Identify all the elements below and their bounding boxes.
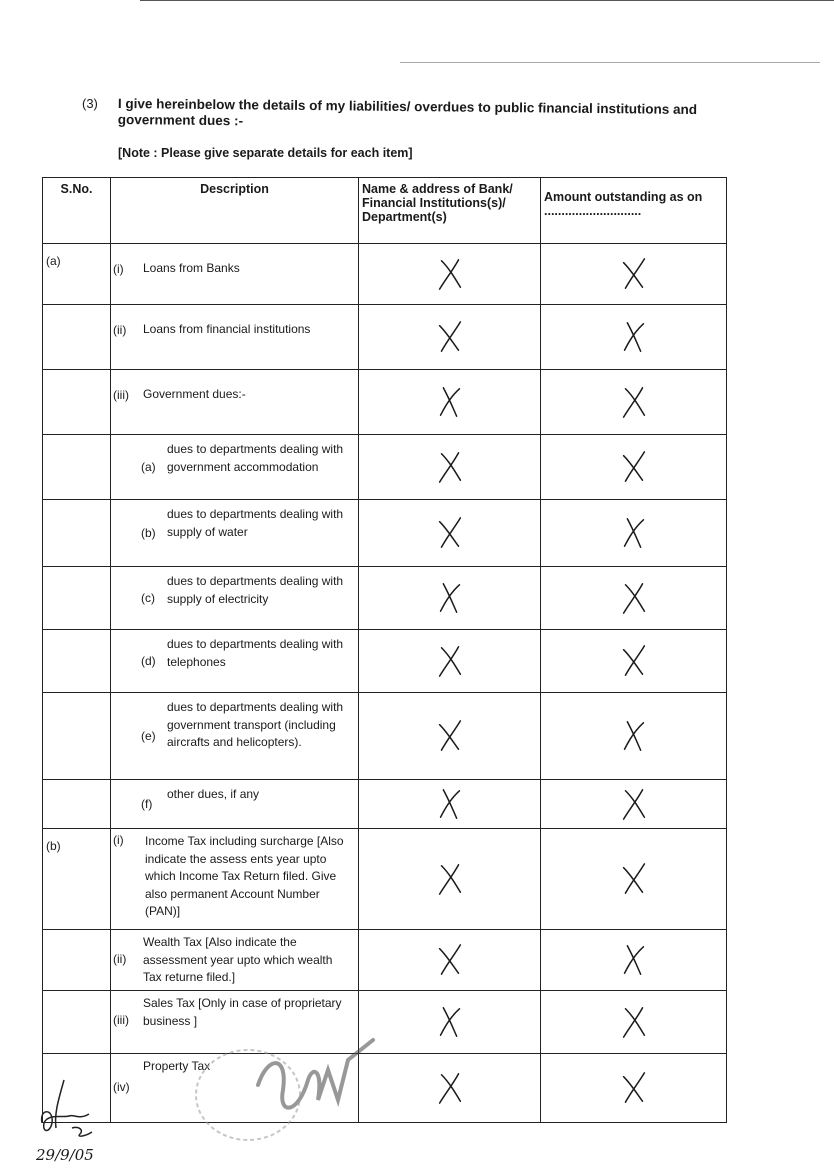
table-row xyxy=(43,630,727,693)
row-description-cell xyxy=(111,500,359,567)
row-sno xyxy=(43,1054,110,1064)
cross-mark-icon xyxy=(619,644,649,678)
cross-mark-icon xyxy=(435,581,465,615)
row-sub-number: (e) xyxy=(141,729,156,743)
table-row xyxy=(43,930,727,991)
row-description: Income Tax including surcharge [Also indicate the assess ents year upto which Income Tax Return filed. Give also permanent Account Number (PAN)] xyxy=(145,834,344,918)
cross-mark-icon xyxy=(435,1005,465,1039)
row-description: Government dues:- xyxy=(143,387,246,401)
cross-mark-icon xyxy=(359,244,540,304)
row-sno xyxy=(43,435,110,445)
row-description: other dues, if any xyxy=(167,787,260,801)
row-item-number: (i) xyxy=(113,262,124,276)
cross-mark-icon xyxy=(435,516,465,550)
section-note: [Note : Please give separate details for each item] xyxy=(118,146,413,160)
row-bank-cell xyxy=(359,305,541,370)
cross-mark-icon xyxy=(435,450,465,484)
row-sno xyxy=(43,370,110,380)
row-description-cell xyxy=(111,370,359,435)
row-amount-cell xyxy=(541,567,727,630)
row-sno-cell xyxy=(43,305,111,370)
table-row xyxy=(43,991,727,1054)
row-item-number: (ii) xyxy=(113,323,127,337)
row-sno xyxy=(43,567,110,577)
cross-mark-icon xyxy=(541,630,726,692)
cross-mark-icon xyxy=(359,829,540,929)
office-stamp-icon xyxy=(178,1030,378,1150)
scan-top-line xyxy=(140,0,834,1)
row-description-cell xyxy=(111,567,359,630)
row-description-cell xyxy=(111,693,359,780)
row-sno-cell xyxy=(43,930,111,991)
row-sno xyxy=(43,780,110,790)
row-description: dues to departments dealing with government transport (including aircrafts and helicopters). xyxy=(167,700,344,749)
cross-mark-icon xyxy=(619,943,649,977)
table-row xyxy=(43,500,727,567)
row-sno-cell xyxy=(43,630,111,693)
cross-mark-icon xyxy=(541,370,726,434)
row-sno-cell xyxy=(43,991,111,1054)
cross-mark-icon xyxy=(435,644,465,678)
table-header-row xyxy=(43,178,727,244)
cross-mark-icon xyxy=(359,630,540,692)
row-sno xyxy=(43,693,110,703)
cross-mark-icon xyxy=(359,305,540,369)
cross-mark-icon xyxy=(359,991,540,1053)
row-item-number: (i) xyxy=(113,833,124,847)
header-bank: Name & address of Bank/ Financial Institutions(s)/ Department(s) xyxy=(359,178,541,244)
cross-mark-icon xyxy=(619,862,649,896)
row-sno: (a) xyxy=(46,254,61,268)
row-description: Property Tax xyxy=(143,1059,211,1073)
row-sno: (b) xyxy=(46,839,61,853)
row-bank-cell xyxy=(359,567,541,630)
row-bank-cell xyxy=(359,370,541,435)
row-sub-number: (b) xyxy=(141,526,156,540)
cross-mark-icon xyxy=(541,567,726,629)
row-sno-cell xyxy=(43,244,111,305)
cross-mark-icon xyxy=(435,719,465,753)
cross-mark-icon xyxy=(541,693,726,779)
row-description-cell xyxy=(111,435,359,500)
row-description: Wealth Tax [Also indicate the assessment year upto which wealth Tax returne filed.] xyxy=(143,935,333,984)
row-amount-cell xyxy=(541,780,727,829)
cross-mark-icon xyxy=(619,719,649,753)
row-description: Loans from financial institutions xyxy=(143,322,311,336)
cross-mark-icon xyxy=(359,1054,540,1122)
cross-mark-icon xyxy=(435,862,465,896)
cross-mark-icon xyxy=(435,1071,465,1105)
row-sno-cell xyxy=(43,829,111,930)
row-description: dues to departments dealing with supply of water xyxy=(167,507,344,539)
cross-mark-icon xyxy=(541,1054,726,1122)
row-description: Loans from Banks xyxy=(143,261,240,275)
row-sno xyxy=(43,630,110,640)
row-description-cell xyxy=(111,780,359,829)
table-row xyxy=(43,567,727,630)
row-sno xyxy=(43,305,110,315)
row-bank-cell xyxy=(359,244,541,305)
row-sno-cell xyxy=(43,693,111,780)
row-sub-number: (d) xyxy=(141,654,156,668)
section-heading: I give hereinbelow the details of my liabilities/ overdues to public financial institutions and government dues :- xyxy=(117,96,698,129)
cross-mark-icon xyxy=(541,244,726,304)
cross-mark-icon xyxy=(541,500,726,566)
row-amount-cell xyxy=(541,829,727,930)
row-sub-number: (a) xyxy=(141,460,156,474)
cross-mark-icon xyxy=(619,1071,649,1105)
section-number: (3) xyxy=(82,96,98,111)
row-amount-cell xyxy=(541,435,727,500)
cross-mark-icon xyxy=(619,1005,649,1039)
row-sub-number: (c) xyxy=(141,591,155,605)
row-amount-cell xyxy=(541,630,727,693)
table-row xyxy=(43,244,727,305)
row-sno xyxy=(43,991,110,1001)
row-description: dues to departments dealing with telephones xyxy=(167,637,344,669)
table-row xyxy=(43,780,727,829)
row-amount-cell xyxy=(541,693,727,780)
cross-mark-icon xyxy=(619,385,649,419)
row-bank-cell xyxy=(359,1054,541,1123)
header-sno: S.No. xyxy=(43,178,111,244)
row-description-cell xyxy=(111,829,359,930)
row-bank-cell xyxy=(359,780,541,829)
cross-mark-icon xyxy=(359,780,540,828)
liabilities-table xyxy=(42,177,727,1123)
row-amount-cell xyxy=(541,1054,727,1123)
row-amount-cell xyxy=(541,244,727,305)
row-amount-cell xyxy=(541,370,727,435)
cross-mark-icon xyxy=(359,693,540,779)
row-bank-cell xyxy=(359,693,541,780)
row-description-cell xyxy=(111,630,359,693)
signature-date: 29/9/05 xyxy=(36,1146,94,1164)
cross-mark-icon xyxy=(541,829,726,929)
cross-mark-icon xyxy=(619,516,649,550)
row-description: dues to departments dealing with government accommodation xyxy=(167,442,344,474)
row-sub-number: (f) xyxy=(141,797,153,811)
row-sno xyxy=(43,500,110,510)
row-description: dues to departments dealing with supply of electricity xyxy=(167,574,344,606)
cross-mark-icon xyxy=(435,385,465,419)
table-row xyxy=(43,693,727,780)
cross-mark-icon xyxy=(541,991,726,1053)
cross-mark-icon xyxy=(359,500,540,566)
cross-mark-icon xyxy=(359,370,540,434)
cross-mark-icon xyxy=(435,257,465,291)
cross-mark-icon xyxy=(359,435,540,499)
cross-mark-icon xyxy=(619,450,649,484)
cross-mark-icon xyxy=(435,320,465,354)
row-bank-cell xyxy=(359,930,541,991)
cross-mark-icon xyxy=(541,435,726,499)
row-description-cell xyxy=(111,305,359,370)
row-bank-cell xyxy=(359,630,541,693)
row-description-cell xyxy=(111,930,359,991)
cross-mark-icon xyxy=(359,930,540,990)
cross-mark-icon xyxy=(541,780,726,828)
table-row xyxy=(43,305,727,370)
row-amount-cell xyxy=(541,500,727,567)
row-amount-cell xyxy=(541,991,727,1054)
row-item-number: (iii) xyxy=(113,1013,129,1027)
table-row xyxy=(43,435,727,500)
row-sno xyxy=(43,930,110,940)
header-description: Description xyxy=(111,178,359,244)
cross-mark-icon xyxy=(435,787,465,821)
row-description: Sales Tax [Only in case of proprietary business ] xyxy=(143,996,342,1028)
cross-mark-icon xyxy=(619,257,649,291)
cross-mark-icon xyxy=(541,305,726,369)
row-amount-cell xyxy=(541,930,727,991)
row-bank-cell xyxy=(359,829,541,930)
cross-mark-icon xyxy=(619,787,649,821)
row-sno-cell xyxy=(43,370,111,435)
row-bank-cell xyxy=(359,500,541,567)
row-item-number: (iv) xyxy=(113,1080,130,1094)
cross-mark-icon xyxy=(619,320,649,354)
table-row xyxy=(43,1054,727,1123)
cross-mark-icon xyxy=(541,930,726,990)
row-item-number: (iii) xyxy=(113,388,129,402)
row-bank-cell xyxy=(359,435,541,500)
row-item-number: (ii) xyxy=(113,952,127,966)
table-row xyxy=(43,370,727,435)
row-sno-cell xyxy=(43,567,111,630)
cross-mark-icon xyxy=(619,581,649,615)
scan-faint-line xyxy=(400,62,820,63)
cross-mark-icon xyxy=(435,943,465,977)
row-sno-cell xyxy=(43,435,111,500)
row-sno-cell xyxy=(43,780,111,829)
header-amount: Amount outstanding as on ............................ xyxy=(541,178,727,244)
row-amount-cell xyxy=(541,305,727,370)
row-bank-cell xyxy=(359,991,541,1054)
row-description-cell xyxy=(111,244,359,305)
cross-mark-icon xyxy=(359,567,540,629)
row-sno-cell xyxy=(43,500,111,567)
table-row xyxy=(43,829,727,930)
